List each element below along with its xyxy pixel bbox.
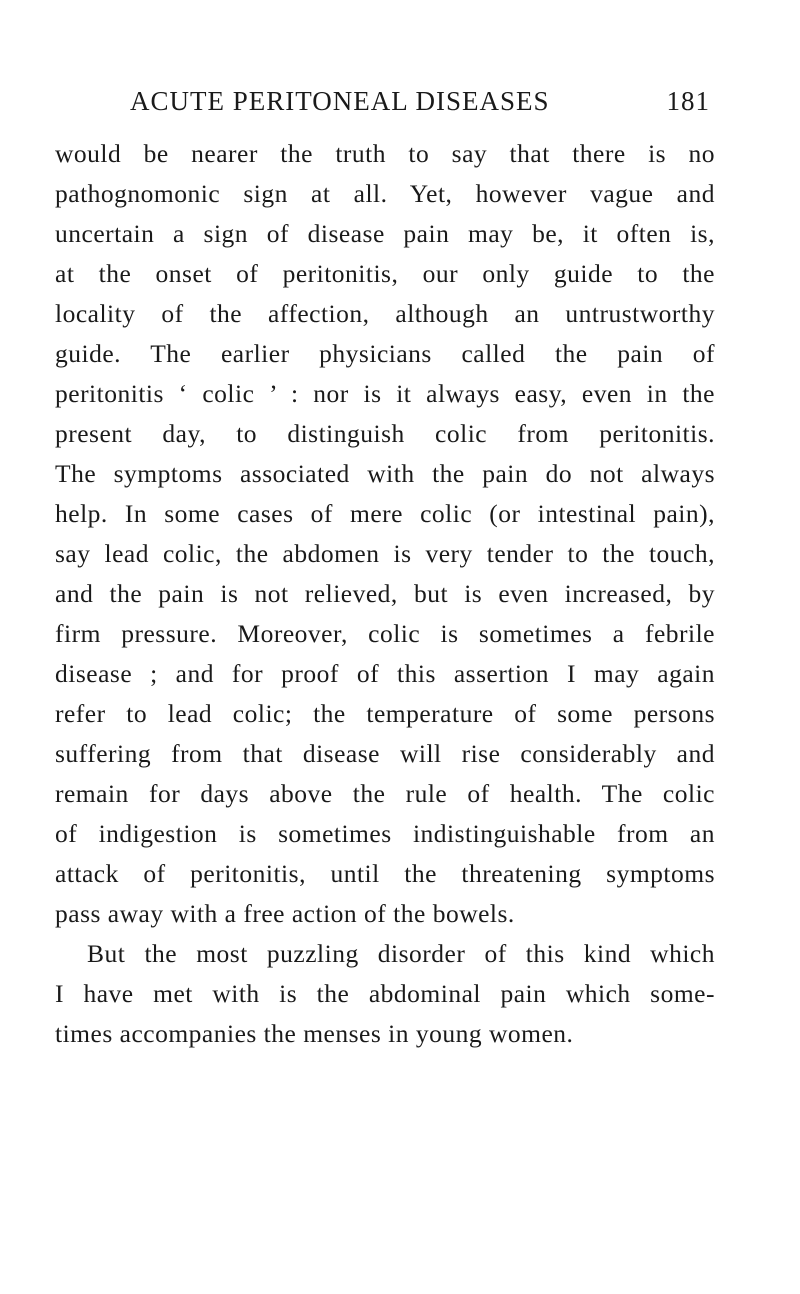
text-line: help. In some cases of mere colic (or intestinal pain), <box>55 499 715 528</box>
text-line: would be nearer the truth to say that there is no <box>55 139 715 168</box>
text-line: of indigestion is sometimes indistinguishable from an <box>55 819 715 848</box>
text-line: refer to lead colic; the temperature of some persons <box>55 699 715 728</box>
text-line: at the onset of peritonitis, our only guide to the <box>55 259 715 288</box>
text-line: I have met with is the abdominal pain which some- <box>55 979 715 1008</box>
running-head <box>130 86 710 126</box>
body-text <box>55 134 715 1054</box>
text-line: locality of the affection, although an untrustworthy <box>55 299 715 328</box>
text-line: present day, to distinguish colic from peritonitis. <box>55 419 715 448</box>
text-line: pathognomonic sign at all. Yet, however vague and <box>55 179 715 208</box>
text-line: firm pressure. Moreover, colic is sometimes a febrile <box>55 619 715 648</box>
text-line: But the most puzzling disorder of this kind which <box>87 939 715 968</box>
text-line: peritonitis ‘ colic ’ : nor is it always easy, even in the <box>55 379 715 408</box>
text-line: attack of peritonitis, until the threatening symptoms <box>55 859 715 888</box>
chapter-title: ACUTE PERITONEAL DISEASES <box>130 86 550 116</box>
text-line: disease ; and for proof of this assertion I may again <box>55 659 715 688</box>
text-line: say lead colic, the abdomen is very tender to the touch, <box>55 539 715 568</box>
text-line: guide. The earlier physicians called the pain of <box>55 339 715 368</box>
text-line: uncertain a sign of disease pain may be, it often is, <box>55 219 715 248</box>
text-line: and the pain is not relieved, but is even increased, by <box>55 579 715 608</box>
text-line: The symptoms associated with the pain do not always <box>55 459 715 488</box>
page-number: 181 <box>666 86 710 116</box>
text-line: pass away with a free action of the bowels. <box>55 899 515 928</box>
text-line: suffering from that disease will rise considerably and <box>55 739 715 768</box>
text-line: remain for days above the rule of health. The colic <box>55 779 715 808</box>
text-line: times accompanies the menses in young women. <box>55 1019 574 1048</box>
